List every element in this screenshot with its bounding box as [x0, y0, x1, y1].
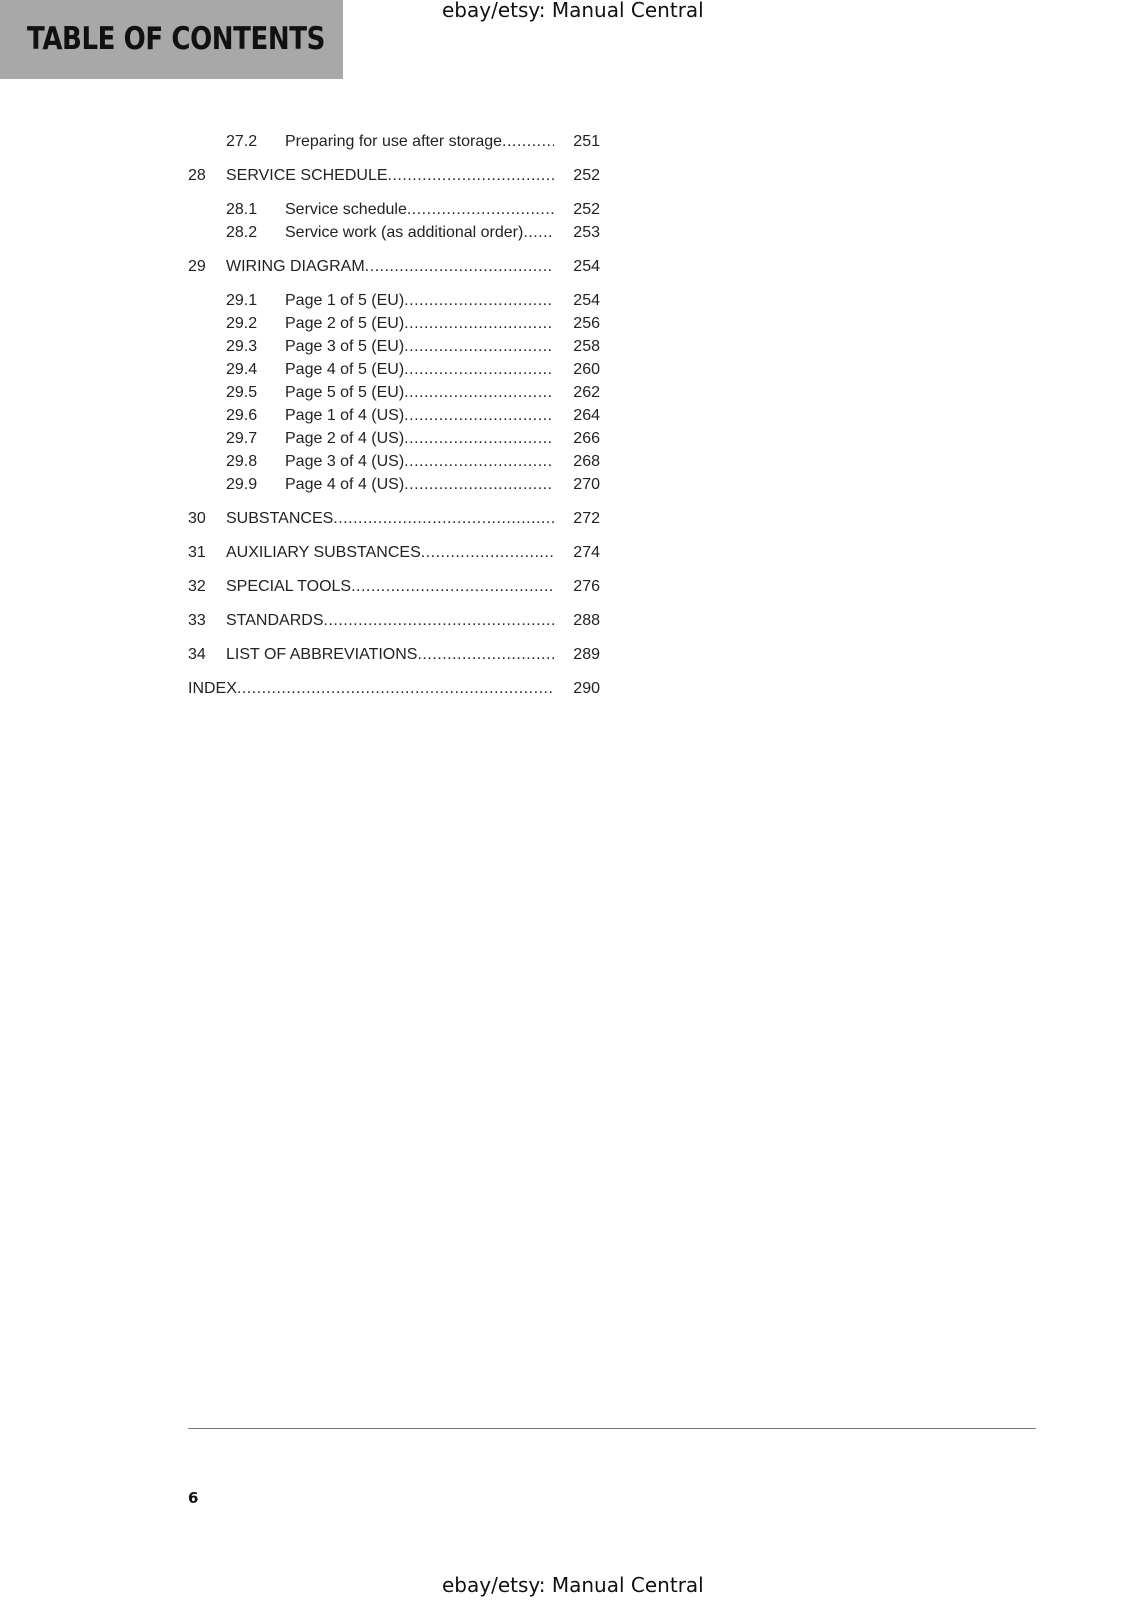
toc-entry-page: 252 [573, 167, 600, 184]
toc-entry[interactable] [188, 508, 600, 530]
toc-entry-number: 29.4 [226, 361, 258, 378]
toc-entry-number: 28.1 [226, 201, 258, 218]
dot-leader [404, 474, 554, 496]
footer-divider [188, 1428, 1036, 1429]
toc-entry-page: 274 [573, 544, 600, 561]
toc-entry-label: AUXILIARY SUBSTANCES [226, 544, 421, 561]
dot-leader [404, 405, 554, 427]
toc-entry-page: 268 [573, 453, 600, 470]
toc-entry-number: 29.5 [226, 384, 258, 401]
toc-entry-page: 264 [573, 407, 600, 424]
toc-entry-page: 256 [573, 315, 600, 332]
toc-entry[interactable] [188, 313, 600, 335]
dot-leader [421, 542, 554, 564]
toc-entry-label: WIRING DIAGRAM [226, 258, 365, 275]
dot-leader [407, 199, 554, 221]
toc-entry[interactable] [188, 474, 600, 496]
toc-entry-label: SUBSTANCES [226, 510, 334, 527]
toc-entry[interactable] [188, 451, 600, 473]
toc-entry-label: Page 1 of 5 (EU) [285, 292, 405, 309]
watermark-top: ebay/etsy: Manual Central [442, 0, 704, 22]
dot-leader [365, 256, 554, 278]
toc-entry-number: 31 [188, 544, 206, 561]
dot-leader [404, 428, 554, 450]
dot-leader [523, 222, 554, 244]
toc-entry[interactable] [188, 199, 600, 221]
toc-entry[interactable] [188, 428, 600, 450]
toc-entry[interactable] [188, 405, 600, 427]
toc-entry-page: 258 [573, 338, 600, 355]
toc-entry-label: Page 2 of 5 (EU) [285, 315, 405, 332]
dot-leader [404, 359, 554, 381]
dot-leader [404, 313, 554, 335]
dot-leader [237, 678, 554, 700]
toc-entry[interactable] [188, 542, 600, 564]
toc-entry-number: 34 [188, 646, 206, 663]
toc-entry[interactable] [188, 610, 600, 632]
toc-entry-page: 276 [573, 578, 600, 595]
toc-entry-number: 29.9 [226, 476, 258, 493]
toc-entry[interactable] [188, 678, 600, 700]
dot-leader [502, 131, 554, 153]
dot-leader [404, 336, 554, 358]
toc-entry-number: 33 [188, 612, 206, 629]
toc-entry[interactable] [188, 382, 600, 404]
toc-entry[interactable] [188, 290, 600, 312]
toc-entry[interactable] [188, 359, 600, 381]
toc-entry-number: 29.8 [226, 453, 258, 470]
toc-entry-number: 29.3 [226, 338, 258, 355]
toc-entry-label: Page 3 of 5 (EU) [285, 338, 405, 355]
toc-entry-page: 289 [573, 646, 600, 663]
toc-entry-page: 270 [573, 476, 600, 493]
toc-entry-label: INDEX [188, 680, 237, 697]
page-number: 6 [188, 1489, 199, 1507]
toc-entry-label: SERVICE SCHEDULE [226, 167, 388, 184]
toc-entry-page: 252 [573, 201, 600, 218]
toc-entry-label: Page 5 of 5 (EU) [285, 384, 405, 401]
dot-leader [404, 290, 554, 312]
toc-entry-label: Service work (as additional order) [285, 224, 524, 241]
toc-entry-page: 288 [573, 612, 600, 629]
dot-leader [404, 451, 554, 473]
toc-entry-number: 29.7 [226, 430, 258, 447]
toc-entry[interactable] [188, 336, 600, 358]
toc-entry[interactable] [188, 165, 600, 187]
toc-entry[interactable] [188, 576, 600, 598]
watermark-bottom: ebay/etsy: Manual Central [442, 1573, 704, 1597]
toc-entry-label: Page 3 of 4 (US) [285, 453, 405, 470]
toc-entry-label: Page 4 of 4 (US) [285, 476, 405, 493]
toc-entry-page: 253 [573, 224, 600, 241]
toc-entry-page: 290 [573, 680, 600, 697]
dot-leader [324, 610, 555, 632]
toc-entry-page: 251 [573, 133, 600, 150]
toc-entry-number: 29.2 [226, 315, 258, 332]
toc-entry-page: 266 [573, 430, 600, 447]
toc-entry[interactable] [188, 222, 600, 244]
toc-entry-label: STANDARDS [226, 612, 324, 629]
toc-entry-number: 32 [188, 578, 206, 595]
toc-entry-number: 29 [188, 258, 206, 275]
toc-entry[interactable] [188, 131, 600, 153]
toc-entry-page: 262 [573, 384, 600, 401]
toc-entry-label: Service schedule [285, 201, 407, 218]
toc-entry-number: 29.1 [226, 292, 258, 309]
toc-entry-page: 254 [573, 258, 600, 275]
toc-entry-label: Page 4 of 5 (EU) [285, 361, 405, 378]
toc-entry[interactable] [188, 256, 600, 278]
dot-leader [417, 644, 554, 666]
toc-entry-page: 272 [573, 510, 600, 527]
toc-entry[interactable] [188, 644, 600, 666]
toc-entry-number: 28 [188, 167, 206, 184]
header-banner [0, 0, 343, 79]
toc-entry-label: Preparing for use after storage [285, 133, 503, 150]
toc-entry-number: 27.2 [226, 133, 258, 150]
toc-entry-number: 30 [188, 510, 206, 527]
toc-entry-page: 254 [573, 292, 600, 309]
toc-entry-label: Page 2 of 4 (US) [285, 430, 405, 447]
toc-entry-label: LIST OF ABBREVIATIONS [226, 646, 418, 663]
toc-entry-label: SPECIAL TOOLS [226, 578, 352, 595]
toc-entry-number: 29.6 [226, 407, 258, 424]
dot-leader [388, 165, 554, 187]
dot-leader [404, 382, 554, 404]
toc-entry-page: 260 [573, 361, 600, 378]
page-title: TABLE OF CONTENTS [27, 21, 325, 57]
dot-leader [351, 576, 554, 598]
toc-entry-number: 28.2 [226, 224, 258, 241]
toc-entry-label: Page 1 of 4 (US) [285, 407, 405, 424]
dot-leader [333, 508, 554, 530]
